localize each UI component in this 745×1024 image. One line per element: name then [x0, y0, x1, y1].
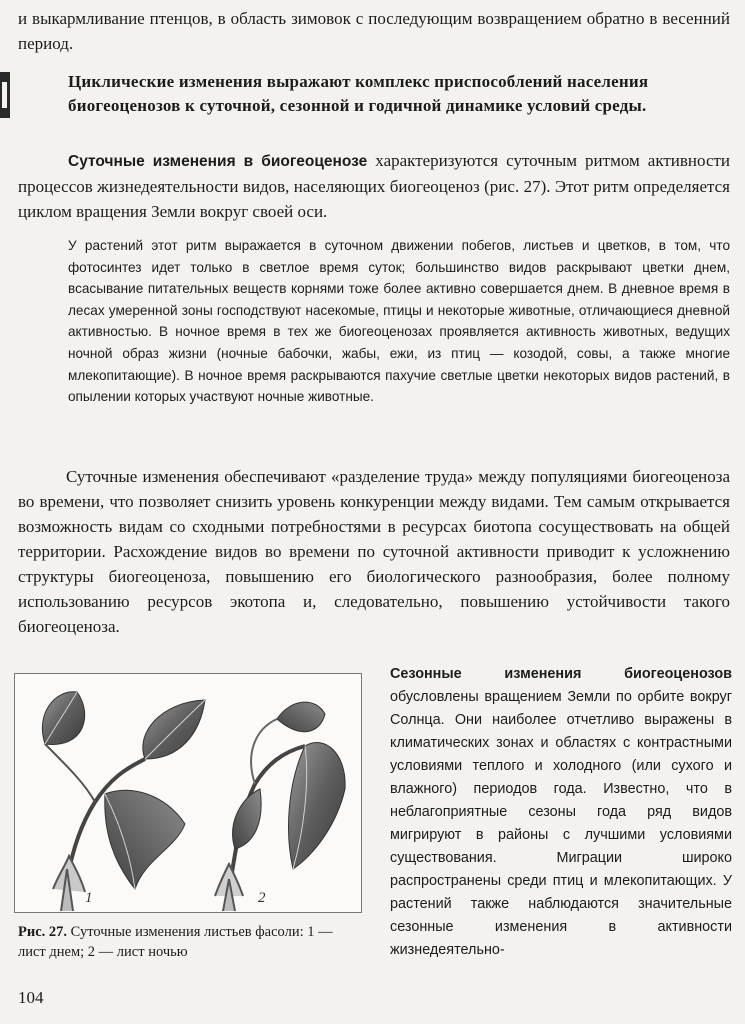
- key-statement: Циклические изменения выражают комплекс приспособлений населения биогеоценозов к суточной, сезонной и годичной динамике условий среды.: [68, 72, 649, 115]
- plant-animal-rhythm-block: У растений этот ритм выражается в суточном движении побегов, листьев и цветков, в том, что фотосинтез идет только в светлое время суток; большинство видов раскрывают цветки днем, всасывание питательных веществ корнями тоже более активно совершается днем. В дневное время в лесах умеренной зоны господствуют насекомые, птицы и некоторые животные, отличающиеся дневной активностью. В ночное время в тех же биогеоценозах проявляется активность животных, ведущих ночной образ жизни (ночные бабочки, жабы, ежи, из птиц — козодой, совы, а также многие млекопитающие). В ночное время раскрываются пахучие светлые цветки некоторых видов растений, в опылении которых участвуют ночные животные.: [68, 238, 730, 405]
- figure-label-2: 2: [258, 890, 266, 906]
- daily-changes-paragraph: [18, 148, 730, 224]
- daily-changes-heading: Суточные изменения в биогеоценозе: [68, 153, 368, 170]
- figure-27-bean-leaves: [14, 673, 362, 913]
- figure-caption: [18, 922, 363, 962]
- seasonal-changes-paragraph: [390, 663, 732, 962]
- margin-tab-marker: [0, 72, 10, 118]
- page-number: 104: [18, 988, 44, 1007]
- seasonal-changes-heading: Сезонные изменения биогеоценозов: [390, 666, 732, 682]
- daily-changes-text: характеризуются суточным ритмом активности процессов жизнедеятельности видов, населяющих биогеоценоз (рис. 27). Этот ритм определяется циклом вращения Земли вокруг своей оси.: [18, 151, 731, 221]
- figure-label-1: 1: [85, 890, 93, 906]
- figure-caption-number: Рис. 27.: [18, 924, 68, 940]
- figure-caption-text: Суточные изменения листьев фасоли: 1 — лист днем; 2 — лист ночью: [18, 924, 333, 960]
- division-of-labor-paragraph: Суточные изменения обеспечивают «разделение труда» между популяциями биогеоценоза во времени, что позволяет снизить уровень конкуренции между видами. Тем самым открывается возможность видам со сходными потребностями в ресурсах биотопа сосуществовать на общей территории. Расхождение видов во времени по суточной активности приводит к усложнению структуры биогеоценоза, повышению его биологического разнообразия, более полному использованию ресурсов экотопа и, следовательно, повышению устойчивости такого биогеоценоза.: [18, 467, 730, 636]
- leaf-day-drawing: [42, 692, 205, 911]
- top-paragraph: и выкармливание птенцов, в область зимовок с последующим возвращением обратно в весенний период.: [18, 9, 730, 53]
- seasonal-changes-text: обусловлены вращением Земли по орбите вокруг Солнца. Они наиболее отчетливо выражены в климатических зонах и областях с контрастными условиями теплого и холодного (или сухого и влажного) периодов года. Известно, что в неблагоприятные сезоны года ряд видов мигрируют в районы с лучшими условиями существования. Миграции широко распространены среди птиц и млекопитающих. У растений также наблюдаются значительные сезонные изменения в активности жизнедеятельно-: [390, 689, 732, 958]
- bean-leaves-illustration: [15, 674, 361, 912]
- leaf-night-drawing: [215, 702, 345, 911]
